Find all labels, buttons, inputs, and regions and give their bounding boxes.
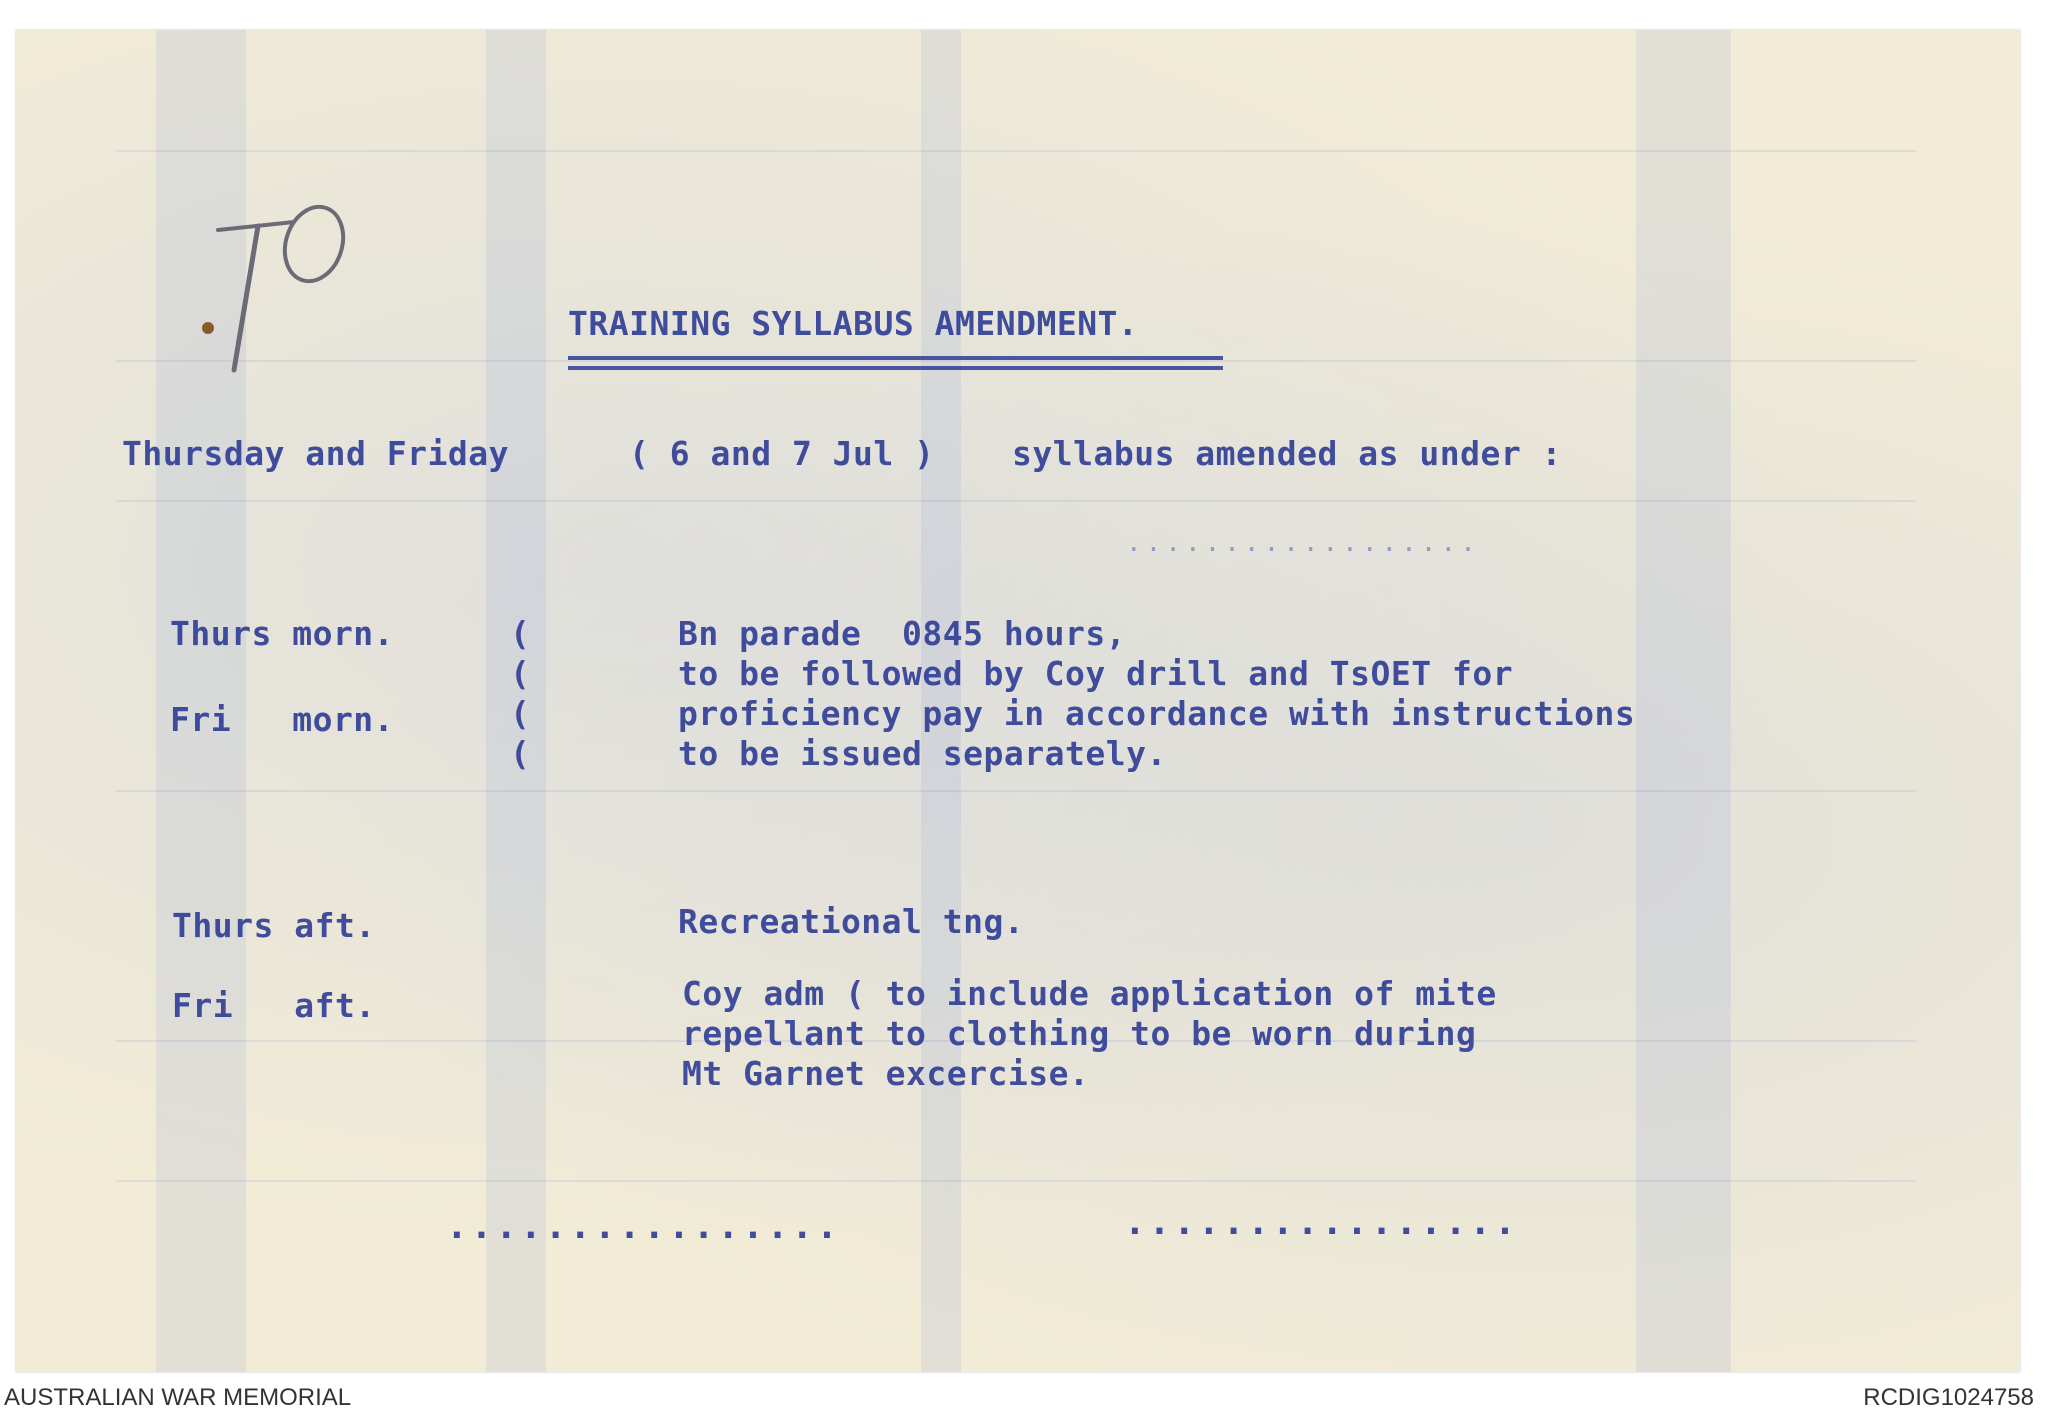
- intro-days: Thursday and Friday: [122, 434, 509, 473]
- thurs-aft-text: Recreational tng.: [678, 902, 1025, 941]
- bracket: (: [510, 694, 531, 733]
- morning-line: Bn parade 0845 hours,: [678, 614, 1127, 653]
- label-thurs-aft: Thurs aft.: [172, 906, 376, 945]
- bleed-through-line: [116, 500, 1916, 502]
- document-sheet: [16, 30, 2020, 1372]
- morning-line: to be issued separately.: [678, 734, 1167, 773]
- morning-line: proficiency pay in accordance with instructions: [678, 694, 1636, 733]
- bracket: (: [510, 734, 531, 773]
- fri-aft-line: repellant to clothing to be worn during: [682, 1014, 1477, 1053]
- title-underline: [568, 356, 1223, 360]
- archive-reference: RCDIG1024758: [1863, 1384, 2034, 1411]
- faint-dotted-line: ..................: [1126, 528, 1480, 558]
- intro-text: syllabus amended as under :: [1012, 434, 1562, 473]
- bleed-through-line: [116, 360, 1916, 362]
- label-fri-aft: Fri aft.: [172, 986, 376, 1025]
- signature-line-right: ................: [1124, 1202, 1519, 1243]
- morning-line: to be followed by Coy drill and TsOET for: [678, 654, 1514, 693]
- handwritten-mark: [196, 200, 366, 380]
- title-underline: [568, 366, 1223, 370]
- document-title: TRAINING SYLLABUS AMENDMENT.: [568, 304, 1139, 343]
- title-block: [568, 304, 1138, 344]
- archive-source: AUSTRALIAN WAR MEMORIAL: [4, 1384, 352, 1411]
- bleed-through-line: [116, 790, 1916, 792]
- fri-aft-line: Mt Garnet excercise.: [682, 1054, 1090, 1093]
- intro-dates: ( 6 and 7 Jul ): [629, 434, 935, 473]
- bleed-through-line: [116, 1180, 1916, 1182]
- bracket: (: [510, 654, 531, 693]
- bleed-through-band: [1636, 30, 1731, 1372]
- bracket: (: [510, 614, 531, 653]
- bleed-through-line: [116, 150, 1916, 152]
- signature-line-left: ................: [446, 1206, 841, 1247]
- label-thurs-morn: Thurs morn.: [170, 614, 395, 653]
- label-fri-morn: Fri morn.: [170, 700, 395, 739]
- fri-aft-line: Coy adm ( to include application of mite: [682, 974, 1497, 1013]
